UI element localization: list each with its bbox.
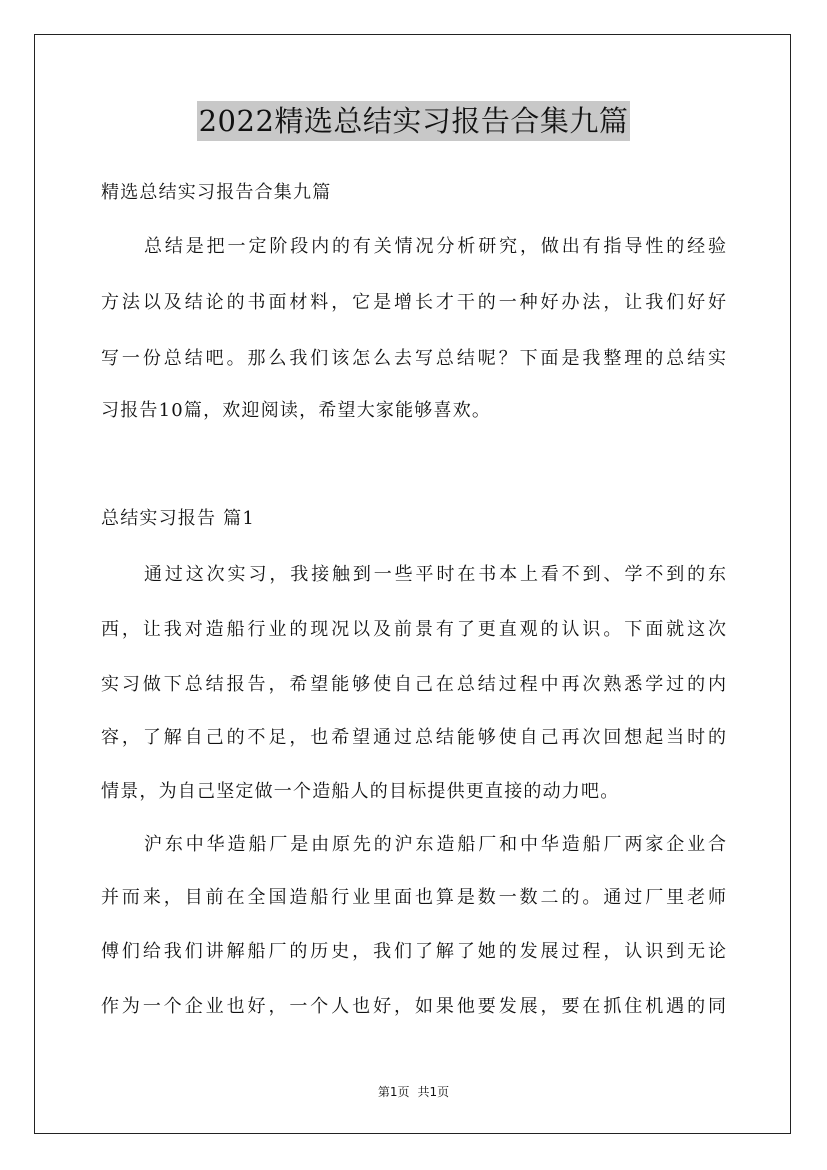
document-title: 2022精选总结实习报告合集九篇 xyxy=(197,101,631,141)
intro-line-3: 写一份总结吧。那么我们该怎么去写总结呢？下面是我整理的总结实 xyxy=(101,348,726,369)
para2-line-4: 作为一个企业也好，一个人也好，如果他要发展，要在抓住机遇的同 xyxy=(101,996,726,1017)
para2-line-2: 并而来，目前在全国造船行业里面也算是数一数二的。通过厂里老师 xyxy=(101,887,726,908)
page-number: 第1页 xyxy=(377,1085,410,1099)
intro-line-4: 习报告10篇，欢迎阅读，希望大家能够喜欢。 xyxy=(101,400,492,421)
para1-line-1: 通过这次实习，我接触到一些平时在书本上看不到、学不到的东 xyxy=(144,564,726,585)
para1-line-2: 西，让我对造船行业的现况以及前景有了更直观的认识。下面就这次 xyxy=(101,619,726,640)
para1-line-3: 实习做下总结报告，希望能够使自己在总结过程中再次熟悉学过的内 xyxy=(101,674,726,695)
para1-line-5: 情景，为自己坚定做一个造船人的目标提供更直接的动力吧。 xyxy=(101,781,620,802)
document-subtitle: 精选总结实习报告合集九篇 xyxy=(101,182,332,203)
intro-line-1: 总结是把一定阶段内的有关情况分析研究，做出有指导性的经验 xyxy=(144,236,726,257)
page-footer xyxy=(0,1084,827,1100)
para2-line-3: 傅们给我们讲解船厂的历史，我们了解了她的发展过程，认识到无论 xyxy=(101,941,726,962)
page-total: 共1页 xyxy=(417,1085,450,1099)
intro-line-2: 方法以及结论的书面材料，它是增长才干的一种好办法，让我们好好 xyxy=(101,292,726,313)
section-heading: 总结实习报告 篇1 xyxy=(101,508,255,529)
para1-line-4: 容，了解自己的不足，也希望通过总结能够使自己再次回想起当时的 xyxy=(101,727,726,748)
para2-line-1: 沪东中华造船厂是由原先的沪东造船厂和中华造船厂两家企业合 xyxy=(144,834,726,855)
title-container xyxy=(0,101,827,141)
